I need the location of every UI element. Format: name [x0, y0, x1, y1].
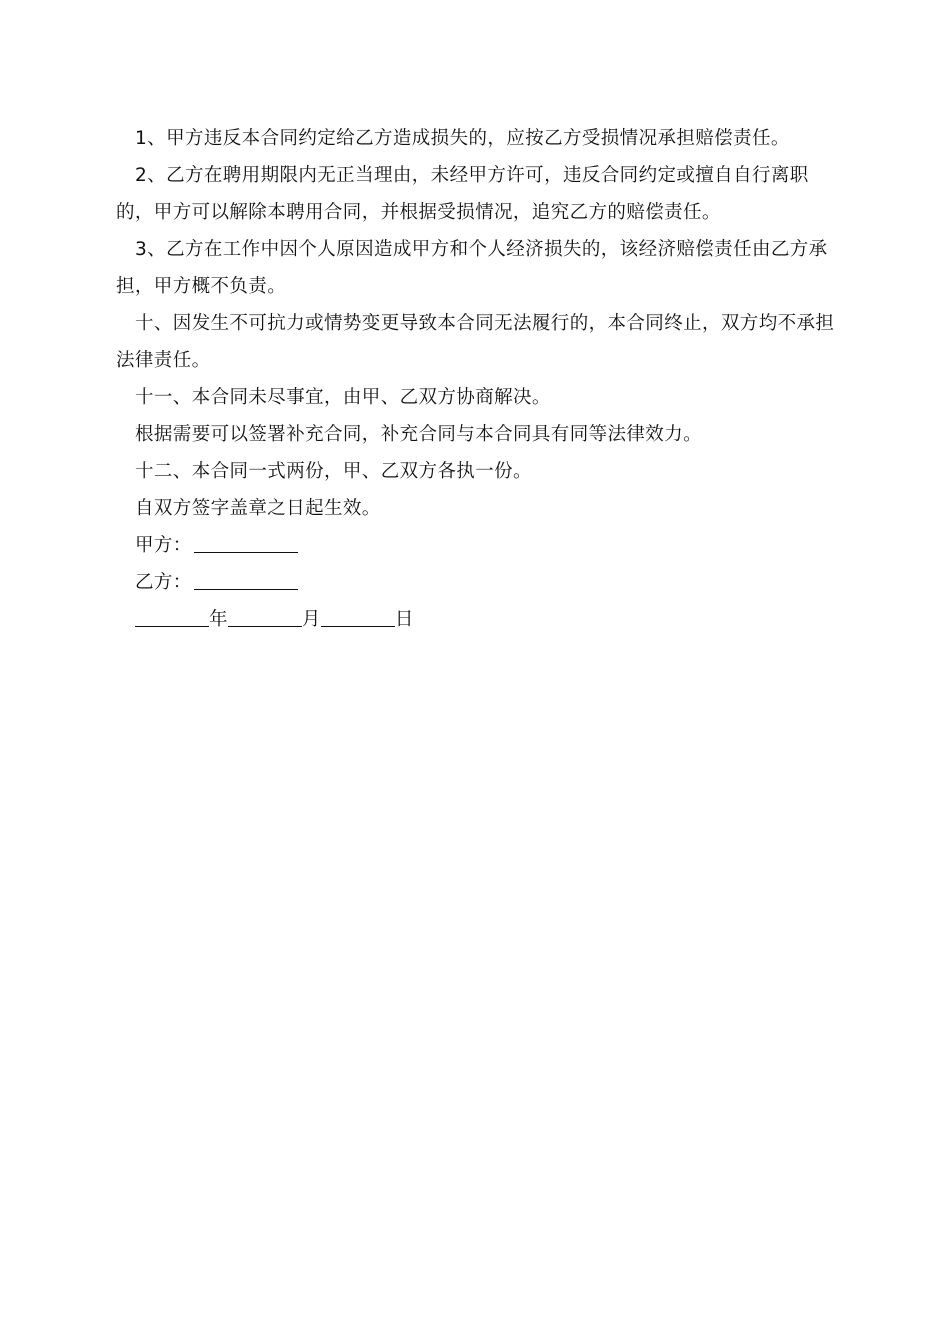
- clause-11: 十一、本合同未尽事宜，由甲、乙双方协商解决。: [135, 387, 551, 408]
- party-a-label: 甲方：: [135, 535, 192, 556]
- year-blank: [135, 608, 209, 627]
- day-label: 日: [394, 609, 414, 630]
- clause-2: 2、乙方在聘用期限内无正当理由，未经甲方许可，违反合同约定或擅自自行离职的，甲方可以解除本聘用合同，并根据受损情况，追究乙方的赔偿责任。: [116, 165, 809, 223]
- party-a-signature: [116, 527, 836, 564]
- month-blank: [228, 608, 302, 627]
- year-label: 年: [209, 609, 228, 630]
- clause-3: 3、乙方在工作中因个人原因造成甲方和个人经济损失的，该经济赔偿责任由乙方承担，甲方概不负责。: [116, 239, 828, 297]
- contract-body: [116, 120, 836, 638]
- clause-1: 1、甲方违反本合同约定给乙方造成损失的，应按乙方受损情况承担赔偿责任。: [135, 128, 790, 149]
- party-b-signature-line: [194, 571, 298, 590]
- party-b-label: 乙方：: [135, 572, 192, 593]
- clause-10: 十、因发生不可抗力或情势变更导致本合同无法履行的，本合同终止，双方均不承担法律责任。: [116, 313, 835, 371]
- day-blank: [321, 608, 395, 627]
- party-a-signature-line: [194, 534, 298, 553]
- supplementary-contract-note: 根据需要可以签署补充合同，补充合同与本合同具有同等法律效力。: [135, 424, 703, 445]
- signing-date: [116, 601, 836, 638]
- party-b-signature: [116, 564, 836, 601]
- effective-date-note: 自双方签字盖章之日起生效。: [135, 498, 381, 519]
- clause-12: 十二、本合同一式两份，甲、乙双方各执一份。: [135, 461, 532, 482]
- month-label: 月: [301, 609, 321, 630]
